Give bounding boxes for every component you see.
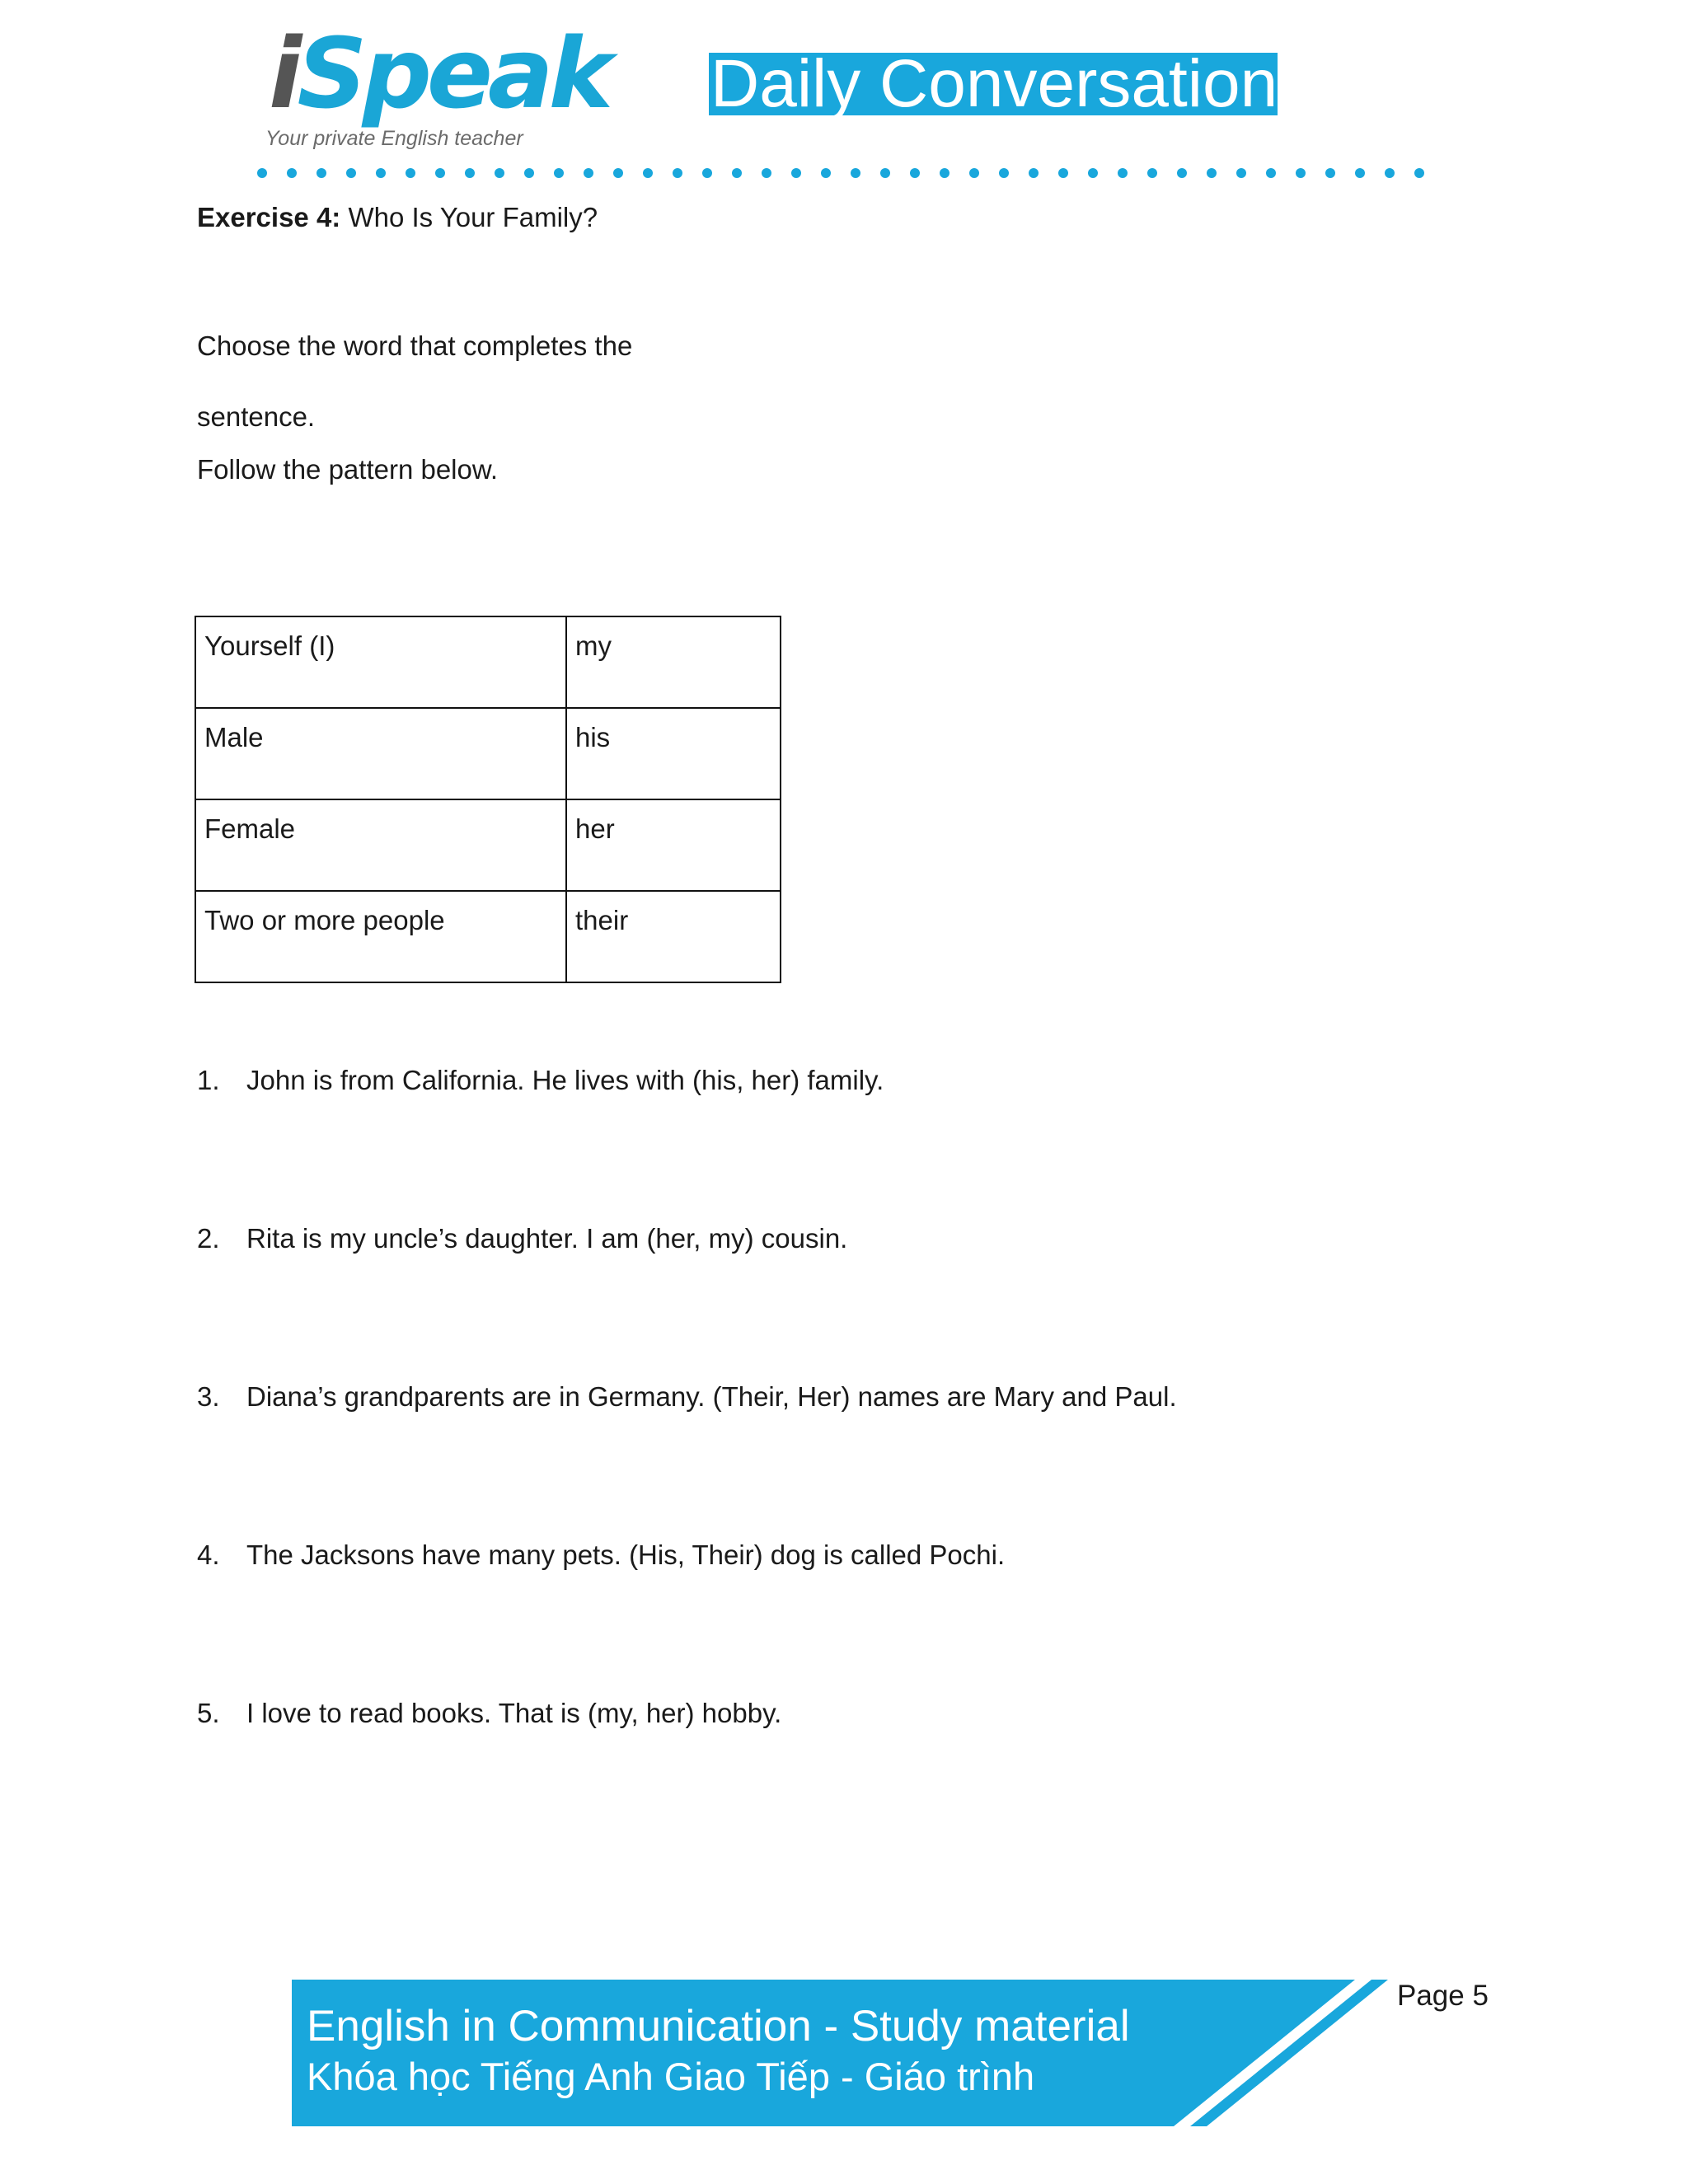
divider-dot bbox=[1118, 168, 1128, 178]
table-cell-subject: Two or more people bbox=[195, 891, 566, 982]
logo-wordmark bbox=[269, 16, 609, 130]
logo-tagline: Your private English teacher bbox=[265, 127, 523, 150]
divider-dot bbox=[732, 168, 742, 178]
divider-dot bbox=[257, 168, 267, 178]
divider-dot bbox=[1325, 168, 1335, 178]
exercise-title: Who Is Your Family? bbox=[348, 202, 598, 232]
question-item bbox=[197, 1698, 781, 1729]
footer-banner bbox=[292, 1980, 1388, 2126]
table-cell-subject: Yourself (I) bbox=[195, 616, 566, 708]
divider-dot bbox=[643, 168, 653, 178]
question-item bbox=[197, 1381, 1177, 1413]
table-row bbox=[195, 891, 781, 982]
question-item bbox=[197, 1065, 884, 1096]
divider-dot bbox=[495, 168, 504, 178]
divider-dot bbox=[316, 168, 326, 178]
question-text: The Jacksons have many pets. (His, Their) dog is called Pochi. bbox=[246, 1540, 1006, 1570]
table-cell-subject: Female bbox=[195, 799, 566, 891]
exercise-heading bbox=[197, 201, 598, 234]
divider-dot bbox=[1236, 168, 1246, 178]
table-cell-subject: Male bbox=[195, 708, 566, 799]
divider-dot bbox=[1147, 168, 1157, 178]
divider-dot bbox=[851, 168, 860, 178]
question-number: 5. bbox=[197, 1698, 220, 1728]
divider-dot bbox=[1088, 168, 1098, 178]
divider-dot bbox=[584, 168, 593, 178]
question-item bbox=[197, 1223, 847, 1254]
divider-dot bbox=[346, 168, 356, 178]
divider-dot bbox=[1177, 168, 1187, 178]
logo-letters-speak: Speak bbox=[297, 16, 609, 130]
divider-dot bbox=[791, 168, 801, 178]
logo-letter-i: i bbox=[269, 16, 298, 130]
divider-dot bbox=[1385, 168, 1395, 178]
divider-dot bbox=[1207, 168, 1217, 178]
divider-dot bbox=[406, 168, 415, 178]
divider-dot bbox=[702, 168, 712, 178]
question-number: 1. bbox=[197, 1065, 220, 1095]
page-title: Daily Conversation bbox=[710, 46, 1278, 121]
table-cell-possessive: her bbox=[566, 799, 781, 891]
possessive-table bbox=[195, 616, 781, 983]
divider-dot bbox=[465, 168, 475, 178]
divider-dot bbox=[762, 168, 771, 178]
question-text: Rita is my uncle’s daughter. I am (her, my) cousin. bbox=[246, 1223, 848, 1254]
footer-line-vietnamese: Khóa học Tiếng Anh Giao Tiếp - Giáo trình bbox=[307, 2055, 1035, 2098]
table-cell-possessive: their bbox=[566, 891, 781, 982]
divider-dot bbox=[1029, 168, 1039, 178]
divider-dot bbox=[910, 168, 920, 178]
question-number: 4. bbox=[197, 1540, 220, 1570]
divider-dot bbox=[524, 168, 534, 178]
table-row bbox=[195, 799, 781, 891]
table-row bbox=[195, 616, 781, 708]
divider-dot bbox=[435, 168, 445, 178]
divider-dot bbox=[821, 168, 831, 178]
instruction-line-2: sentence. bbox=[197, 401, 316, 432]
divider-dot bbox=[673, 168, 682, 178]
question-text: Diana’s grandparents are in Germany. (Their, Her) names are Mary and Paul. bbox=[246, 1381, 1177, 1412]
instruction-line-1: Choose the word that completes the bbox=[197, 330, 633, 361]
footer-line-english: English in Communication - Study material bbox=[307, 2002, 1130, 2050]
instruction-line-3: Follow the pattern below. bbox=[197, 454, 499, 485]
divider-dot bbox=[940, 168, 950, 178]
table-cell-possessive: his bbox=[566, 708, 781, 799]
table-cell-possessive: my bbox=[566, 616, 781, 708]
divider-dot bbox=[1296, 168, 1306, 178]
divider-dot bbox=[969, 168, 979, 178]
divider-dot bbox=[613, 168, 623, 178]
question-text: John is from California. He lives with (his, her) family. bbox=[246, 1065, 884, 1095]
question-item bbox=[197, 1540, 1005, 1571]
ispeak-logo bbox=[262, 12, 609, 160]
divider-dot bbox=[1355, 168, 1365, 178]
divider-dot bbox=[1058, 168, 1068, 178]
divider-dot bbox=[1266, 168, 1276, 178]
exercise-label: Exercise 4: bbox=[197, 202, 341, 232]
divider-dot bbox=[287, 168, 297, 178]
question-text: I love to read books. That is (my, her) hobby. bbox=[246, 1698, 782, 1728]
question-number: 2. bbox=[197, 1223, 220, 1254]
dotted-divider bbox=[257, 168, 1436, 180]
divider-dot bbox=[880, 168, 890, 178]
divider-dot bbox=[1414, 168, 1424, 178]
divider-dot bbox=[376, 168, 386, 178]
divider-dot bbox=[554, 168, 564, 178]
table-row bbox=[195, 708, 781, 799]
divider-dot bbox=[999, 168, 1009, 178]
question-number: 3. bbox=[197, 1381, 220, 1412]
page-number: Page 5 bbox=[1397, 1980, 1489, 2012]
